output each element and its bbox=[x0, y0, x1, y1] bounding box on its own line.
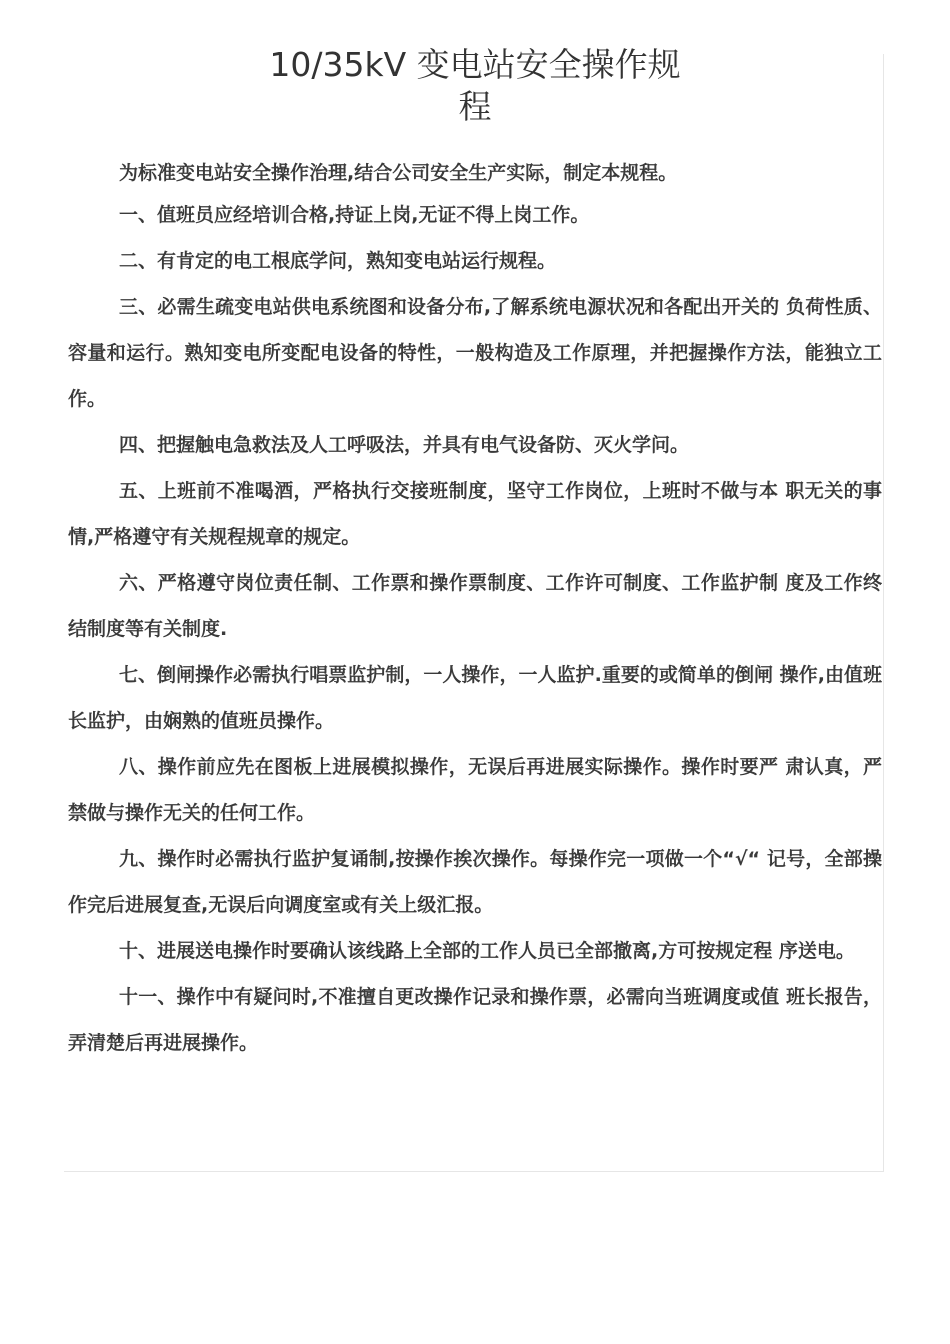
rule-paragraph-11: 十一、操作中有疑问时,不准擅自更改操作记录和操作票，必需向当班调度或值 班长报告，弄清楚后再进展操作。 bbox=[68, 986, 882, 1054]
rule-paragraph-10: 十、进展送电操作时要确认该线路上全部的工作人员已全部撤离,方可按规定程 序送电。 bbox=[119, 940, 855, 962]
document-title bbox=[250, 44, 700, 128]
rule-paragraph-5: 五、上班前不准喝酒，严格执行交接班制度，坚守工作岗位，上班时不做与本 职无关的事情,严格遵守有关规程规章的规定。 bbox=[68, 480, 882, 548]
rule-paragraph-8: 八、操作前应先在图板上进展模拟操作，无误后再进展实际操作。操作时要严 肃认真，严禁做与操作无关的任何工作。 bbox=[68, 756, 882, 824]
intro-paragraph: 为标准变电站安全操作治理,结合公司安全生产实际，制定本规程。 bbox=[119, 162, 678, 184]
document-body bbox=[68, 154, 882, 1066]
rule-paragraph-6: 六、严格遵守岗位责任制、工作票和操作票制度、工作许可制度、工作监护制 度及工作终结制度等有关制度. bbox=[68, 572, 882, 640]
rule-paragraph-2: 二、有肯定的电工根底学问，熟知变电站运行规程。 bbox=[119, 250, 557, 272]
title-line-2: 程 bbox=[458, 87, 492, 126]
rule-paragraph-3: 三、必需生疏变电站供电系统图和设备分布,了解系统电源状况和各配出开关的 负荷性质、容量和运行。熟知变电所变配电设备的特性，一般构造及工作原理，并把握操作方法，能独立工作。 bbox=[68, 296, 882, 410]
rule-paragraph-4: 四、把握触电急救法及人工呼吸法，并具有电气设备防、灭火学问。 bbox=[119, 434, 690, 456]
title-line-1: 10/35kV 变电站安全操作规 bbox=[269, 45, 681, 84]
rule-paragraph-7: 七、倒闸操作必需执行唱票监护制，一人操作，一人监护.重要的或简单的倒闸 操作,由值班长监护，由娴熟的值班员操作。 bbox=[68, 664, 882, 732]
rule-paragraph-1: 一、值班员应经培训合格,持证上岗,无证不得上岗工作。 bbox=[119, 204, 590, 226]
rule-paragraph-9: 九、操作时必需执行监护复诵制,按操作挨次操作。每操作完一项做一个“√“ 记号，全部操作完后进展复查,无误后向调度室或有关上级汇报。 bbox=[68, 848, 882, 916]
